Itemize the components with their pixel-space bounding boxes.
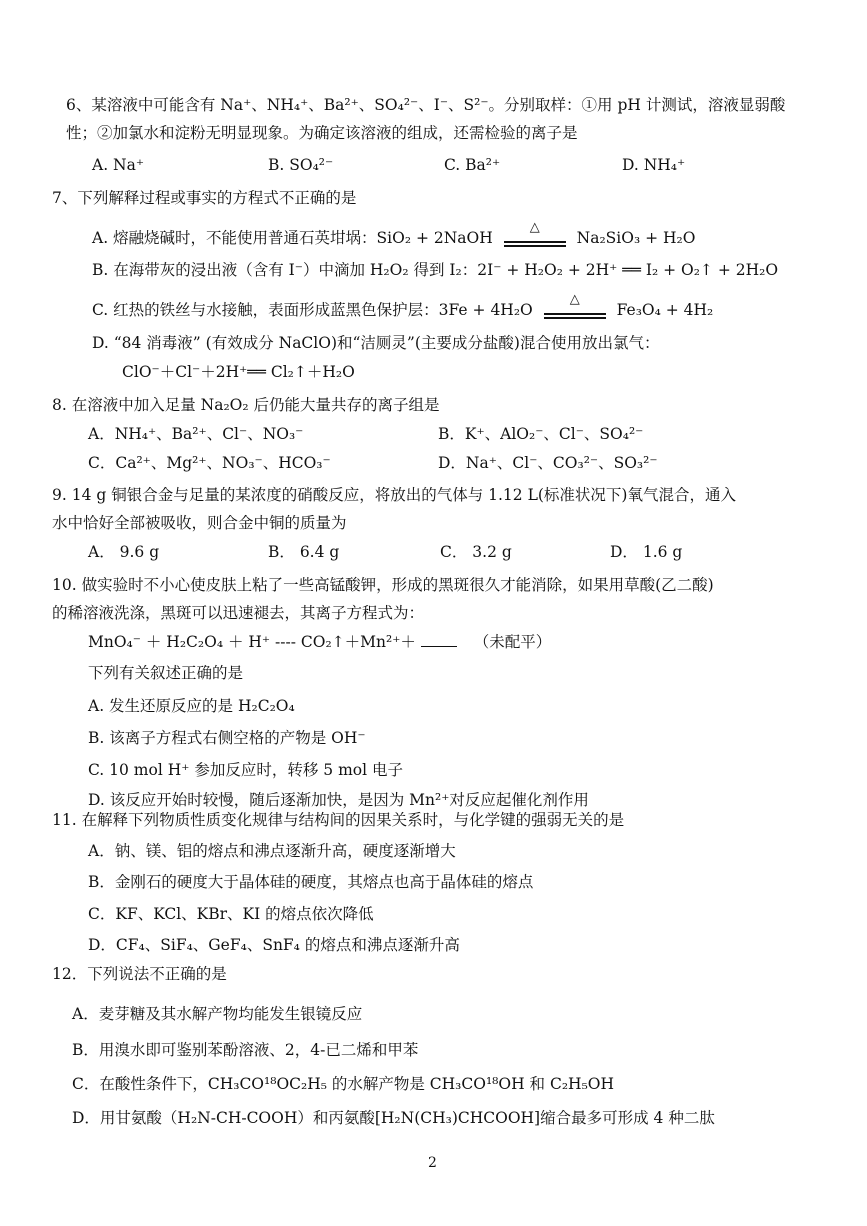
q9-option-d: D． 1.6 g [610, 543, 683, 561]
heat-triangle: △ [529, 220, 540, 235]
q7-option-a [92, 220, 696, 249]
q6-option-c: C. Ba²⁺ [444, 156, 501, 174]
q7-option-a-products: Na₂SiO₃ + H₂O [576, 229, 696, 247]
q10-line1: 10. 做实验时不小心使皮肤上粘了一些高锰酸钾，形成的黑斑很久才能消除，如果用草酸(乙二酸) [52, 576, 714, 594]
q9-option-c: C． 3.2 g [440, 543, 512, 561]
q7-option-c [92, 292, 714, 321]
q10-option-c: C. 10 mol H⁺ 参加反应时，转移 5 mol 电子 [88, 761, 403, 779]
q9-line2: 水中恰好全部被吸收，则合金中铜的质量为 [52, 514, 347, 532]
q11-stem: 11. 在解释下列物质性质变化规律与结构间的因果关系时，与化学键的强弱无关的是 [52, 811, 625, 829]
q10-equation [88, 632, 551, 652]
q8-option-d: D．Na⁺、Cl⁻、CO₃²⁻、SO₃²⁻ [438, 454, 658, 472]
q9-line1: 9. 14 g 铜银合金与足量的某浓度的硝酸反应，将放出的气体与 1.12 L(标准状况下)氧气混合，通入 [52, 486, 736, 504]
q10-sub-stem: 下列有关叙述正确的是 [88, 664, 244, 682]
q11-option-b: B．金刚石的硬度大于晶体硅的硬度，其熔点也高于晶体硅的熔点 [88, 873, 534, 891]
q7-option-c-text: C. 红热的铁丝与水接触，表面形成蓝黑色保护层：3Fe + 4H₂O [92, 301, 533, 319]
q11-option-c: C．KF、KCl、KBr、KI 的熔点依次降低 [88, 905, 374, 923]
q9-option-b: B． 6.4 g [268, 543, 340, 561]
q6-line1: 6、某溶液中可能含有 Na⁺、NH₄⁺、Ba²⁺、SO₄²⁻、I⁻、S²⁻。分别取样：①用 pH 计测试，溶液显弱酸 [66, 96, 786, 114]
q10-option-b: B. 该离子方程式右侧空格的产物是 OH⁻ [88, 729, 366, 747]
q7-option-d-line1: D. “84 消毒液” (有效成分 NaClO)和“洁厕灵”(主要成分盐酸)混合使用放出氯气： [92, 334, 660, 352]
q12-option-d: D．用甘氨酸（H₂N-CH-COOH）和丙氨酸[H₂N(CH₃)CHCOOH]缩合最多可形成 4 种二肽 [72, 1109, 715, 1127]
q12-option-a: A．麦芽糖及其水解产物均能发生银镜反应 [72, 1005, 363, 1023]
q8-stem: 8. 在溶液中加入足量 Na₂O₂ 后仍能大量共存的离子组是 [52, 396, 440, 414]
q12-option-c: C．在酸性条件下，CH₃CO¹⁸OC₂H₅ 的水解产物是 CH₃CO¹⁸OH 和 C₂H₅OH [72, 1075, 615, 1093]
q7-option-a-text: A. 熔融烧碱时，不能使用普通石英坩埚：SiO₂ + 2NaOH [92, 229, 493, 247]
q8-option-b: B．K⁺、AlO₂⁻、Cl⁻、SO₄²⁻ [438, 425, 644, 443]
q10-option-d: D. 该反应开始时较慢，随后逐渐加快，是因为 Mn²⁺对反应起催化剂作用 [88, 791, 589, 809]
q12-option-b: B．用溴水即可鉴别苯酚溶液、2，4-已二烯和甲苯 [72, 1041, 419, 1059]
q10-option-a: A. 发生还原反应的是 H₂C₂O₄ [88, 697, 295, 715]
q6-option-a: A. Na⁺ [92, 156, 145, 174]
q10-equation-note: （未配平） [473, 633, 552, 651]
q10-equation-text: MnO₄⁻ ＋ H₂C₂O₄ ＋ H⁺ ---- CO₂↑＋Mn²⁺＋ [88, 633, 416, 651]
heat-equals-sign [504, 220, 566, 249]
q7-stem: 7、下列解释过程或事实的方程式不正确的是 [52, 189, 357, 207]
q6-option-b: B. SO₄²⁻ [268, 156, 334, 174]
page-number: 2 [428, 1155, 437, 1171]
q6-line2: 性；②加氯水和淀粉无明显现象。为确定该溶液的组成，还需检验的离子是 [66, 124, 578, 142]
heat-equals-sign [544, 292, 606, 321]
heat-triangle: △ [569, 292, 580, 307]
answer-blank [421, 632, 457, 647]
q11-option-d: D．CF₄、SiF₄、GeF₄、SnF₄ 的熔点和沸点逐渐升高 [88, 936, 460, 954]
q11-option-a: A．钠、镁、铝的熔点和沸点逐渐升高，硬度逐渐增大 [88, 842, 456, 860]
q10-line2: 的稀溶液洗涤，黑斑可以迅速褪去，其离子方程式为： [52, 604, 425, 622]
q12-stem: 12．下列说法不正确的是 [52, 965, 227, 983]
q7-option-c-products: Fe₃O₄ + 4H₂ [616, 301, 714, 319]
q7-option-b: B. 在海带灰的浸出液（含有 I⁻）中滴加 H₂O₂ 得到 I₂：2I⁻ + H₂O₂ + 2H⁺ ══ I₂ + O₂↑ + 2H₂O [92, 261, 779, 279]
q7-option-d-line2: ClO⁻＋Cl⁻＋2H⁺══ Cl₂↑＋H₂O [122, 363, 355, 381]
q6-option-d: D. NH₄⁺ [622, 156, 686, 174]
q8-option-c: C．Ca²⁺、Mg²⁺、NO₃⁻、HCO₃⁻ [88, 454, 331, 472]
q8-option-a: A．NH₄⁺、Ba²⁺、Cl⁻、NO₃⁻ [88, 425, 304, 443]
q9-option-a: A． 9.6 g [88, 543, 160, 561]
